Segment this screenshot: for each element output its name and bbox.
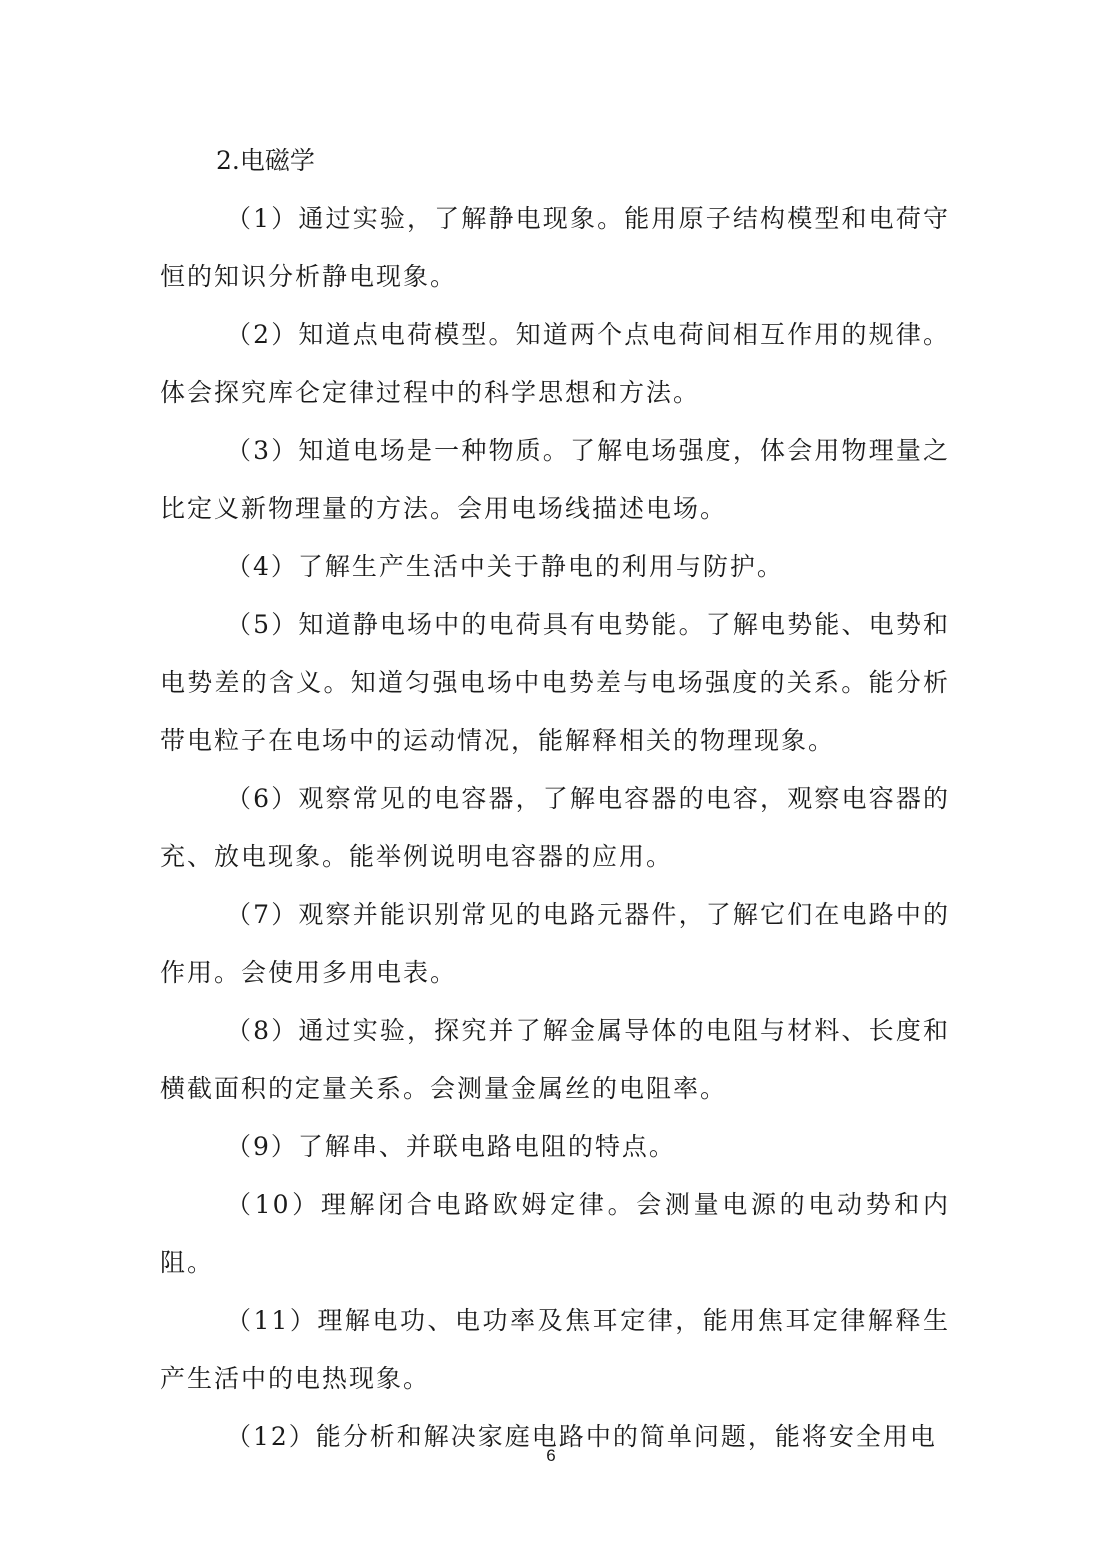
paragraph-6: （6）观察常见的电容器，了解电容器的电容，观察电容器的充、放电现象。能举例说明电容器的应用。 <box>160 784 950 871</box>
paragraph-10: （10）理解闭合电路欧姆定律。会测量电源的电动势和内阻。 <box>160 1190 950 1277</box>
paragraph-4: （4）了解生产生活中关于静电的利用与防护。 <box>226 552 784 581</box>
page-number: 6 <box>546 1446 556 1465</box>
paragraph-5: （5）知道静电场中的电荷具有电势能。了解电势能、电势和电势差的含义。知道匀强电场中电势差与电场强度的关系。能分析带电粒子在电场中的运动情况，能解释相关的物理现象。 <box>160 610 950 755</box>
paragraph-9: （9）了解串、并联电路电阻的特点。 <box>226 1132 676 1161</box>
paragraph-1: （1）通过实验，了解静电现象。能用原子结构模型和电荷守恒的知识分析静电现象。 <box>160 204 950 291</box>
paragraph-12: （12）能分析和解决家庭电路中的简单问题，能将安全用电 <box>226 1422 937 1451</box>
page-content <box>160 132 950 1466</box>
paragraph-2: （2）知道点电荷模型。知道两个点电荷间相互作用的规律。体会探究库仑定律过程中的科学思想和方法。 <box>160 320 950 407</box>
section-title: 2.电磁学 <box>216 146 315 175</box>
paragraph-3: （3）知道电场是一种物质。了解电场强度，体会用物理量之比定义新物理量的方法。会用电场线描述电场。 <box>160 436 950 523</box>
paragraph-8: （8）通过实验，探究并了解金属导体的电阻与材料、长度和横截面积的定量关系。会测量金属丝的电阻率。 <box>160 1016 950 1103</box>
paragraph-11: （11）理解电功、电功率及焦耳定律，能用焦耳定律解释生产生活中的电热现象。 <box>160 1306 950 1393</box>
paragraph-7: （7）观察并能识别常见的电路元器件，了解它们在电路中的作用。会使用多用电表。 <box>160 900 950 987</box>
